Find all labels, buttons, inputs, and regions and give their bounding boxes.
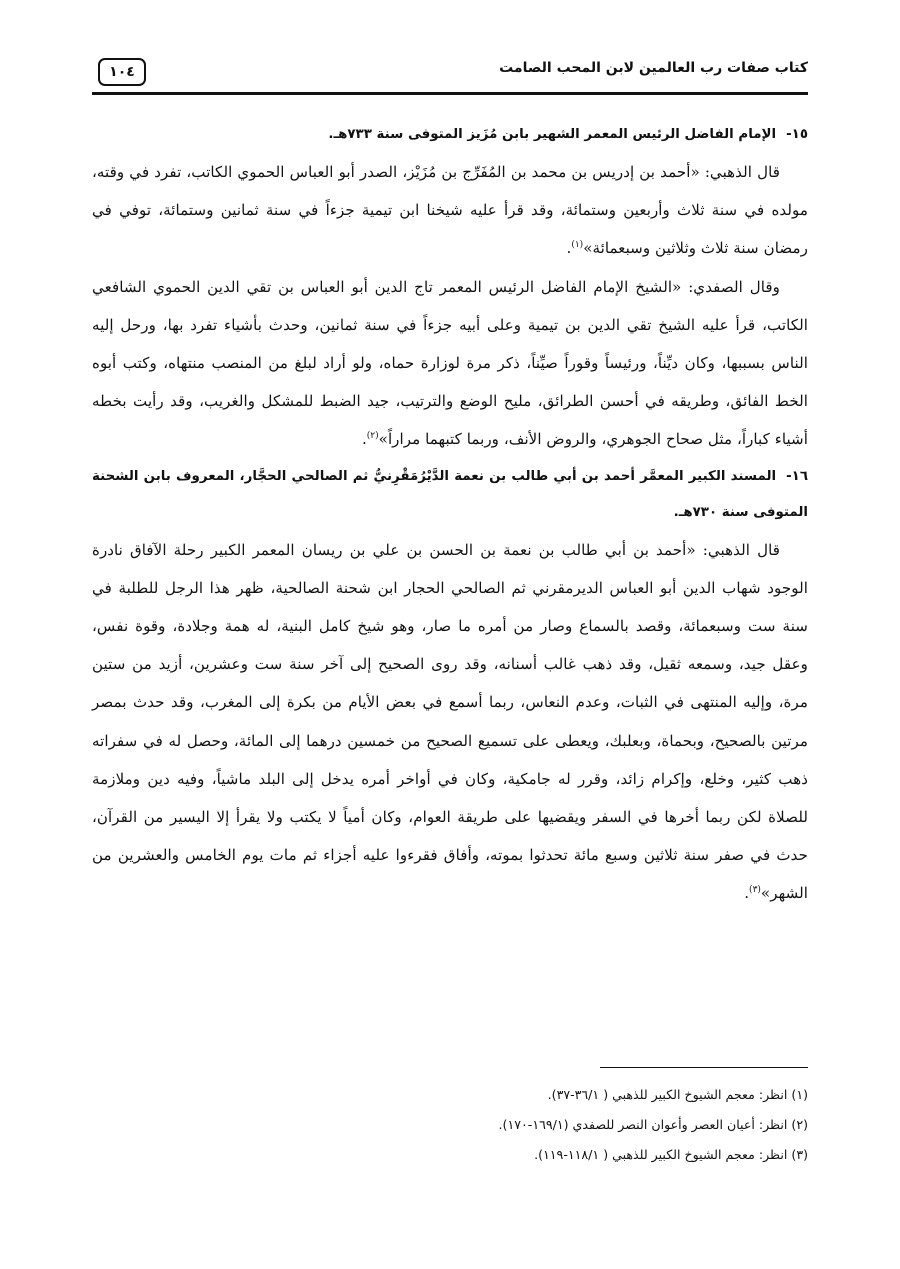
footnote: (٢) انظر: أعيان العصر وأعوان النصر للصفدي (١٦٩/١-١٧٠). — [498, 1117, 808, 1132]
main-text — [92, 117, 808, 913]
paragraph-end: . — [744, 884, 750, 903]
entry-number: ١٥- — [786, 127, 808, 142]
paragraph-text: قال الذهبي: «أحمد بن إدريس بن محمد بن المُفَرِّج بن مُزَيْز، الصدر أبو العباس الحموي الكاتب، تفرد في وقته، مولده في سنة ثلاث وأربعين وستمائة، وقد قرأ عليه شيخنا ابن تيمية جزءاً في سنة ثمانين وستمائة، توفي في رمضان سنة ثلاث وثلاثين وسبعمائة» — [92, 163, 808, 258]
entry-title: الإمام الفاضل الرئيس المعمر الشهير بابن مُزَيز المتوفى سنة ٧٣٣هـ. — [328, 127, 777, 142]
footnotes — [92, 1080, 808, 1170]
entry-heading — [92, 459, 808, 531]
footnote-ref: (١) — [571, 240, 584, 251]
page-number-box: ١٠٤ — [98, 58, 146, 86]
paragraph-text: وقال الصفدي: «الشيخ الإمام الفاضل الرئيس المعمر تاج الدين أبو العباس بن تقي الدين الحموي الشافعي الكاتب، قرأ عليه الشيخ تقي الدين بن تيمية وعلى أبيه جزءاً في سنة ثمانين، وحدث بأشياء تفرد بها، ورحل إليه الناس بسببها، وكان ديِّناً، ورئيساً وقوراً صيِّناً، ذكر مرة لوزارة حماه، ولو أراد لبلغ من المنصب منتهاه، وكتب أبوه الخط الفائق، وطريقه في أحسن الطرائق، مليح الوضع والترتيب، جيد الضبط للمشكل والغريب، وقد رأيت بخطه أشياء كباراً، مثل صحاح الجوهري، والروض الأنف، وربما كتبهما مراراً» — [92, 277, 808, 449]
paragraph — [92, 531, 808, 913]
book-title: كتاب صفات رب العالمين لابن المحب الصامت — [499, 60, 808, 76]
footnote-divider — [600, 1067, 808, 1068]
paragraph-end: . — [566, 239, 572, 258]
running-header — [92, 56, 808, 95]
footnote-ref: (٣) — [749, 885, 761, 896]
paragraph — [92, 153, 808, 268]
footnote: (١) انظر: معجم الشيوخ الكبير للذهبي ( ٣٦/١-٣٧). — [547, 1087, 808, 1102]
entry-heading — [92, 117, 808, 153]
paragraph — [92, 268, 808, 459]
footnote: (٣) انظر: معجم الشيوخ الكبير للذهبي ( ١١٨/١-١١٩). — [534, 1147, 808, 1162]
entry-number: ١٦- — [786, 468, 808, 484]
paragraph-end: . — [361, 430, 367, 449]
footnote-ref: (٢) — [366, 431, 379, 442]
entry-title: المسند الكبير المعمَّر أحمد بن أبي طالب بن نعمة الدَّيْرُمَقْرِنيُّ ثم الصالحي الحجَّار، المعروف بابن الشحنة المتوفى سنة ٧٣٠هـ. — [92, 468, 808, 520]
paragraph-text: قال الذهبي: «أحمد بن أبي طالب بن نعمة بن الحسن بن علي بن ريسان المعمر الكبير رحلة الآفاق نادرة الوجود شهاب الدين أبو العباس الديرمقرني ثم الصالحي الحجار ابن شحنة الصالحية، ظهر هذا الرجل للطلبة في سنة ست وسبعمائة، وقصد بالسماع وصار من أمره ما صار، وهو شيخ كامل البنية، له همة وجلادة، وقوة نفس، وعقل جيد، وسمعه ثقيل، وقد ذهب غالب أسنانه، وقد روى الصحيح إلى آخر سنة ست وعشرين، أزيد من ستين مرة، وإليه المنتهى في الثبات، وعدم النعاس، ربما أسمع في بعض الأيام من بكرة إلى المغرب، وقد حدث بمصر مرتين بالصحيح، وبحماة، وبعلبك، ويعطى على تسميع الصحيح من خمسين درهما إلى المائة، وحصل له في سفراته ذهب كثير، وخلع، وإكرام زائد، وقرر له جامكية، وكان في أواخر أمره يدخل إلى البلد ماشياً، وفيه دين وملازمة للصلاة لكن ربما أخرها في السفر ويقضيها على طريقة العوام، وكان أمياً لا يكتب ولا يقرأ إلا اليسير من القرآن، حدث في صفر سنة ثلاثين وسبع مائة تحدثوا بموته، وأفاق فقرءوا عليه أجزاء ثم مات يوم الخامس والعشرين من الشهر» — [92, 540, 808, 903]
